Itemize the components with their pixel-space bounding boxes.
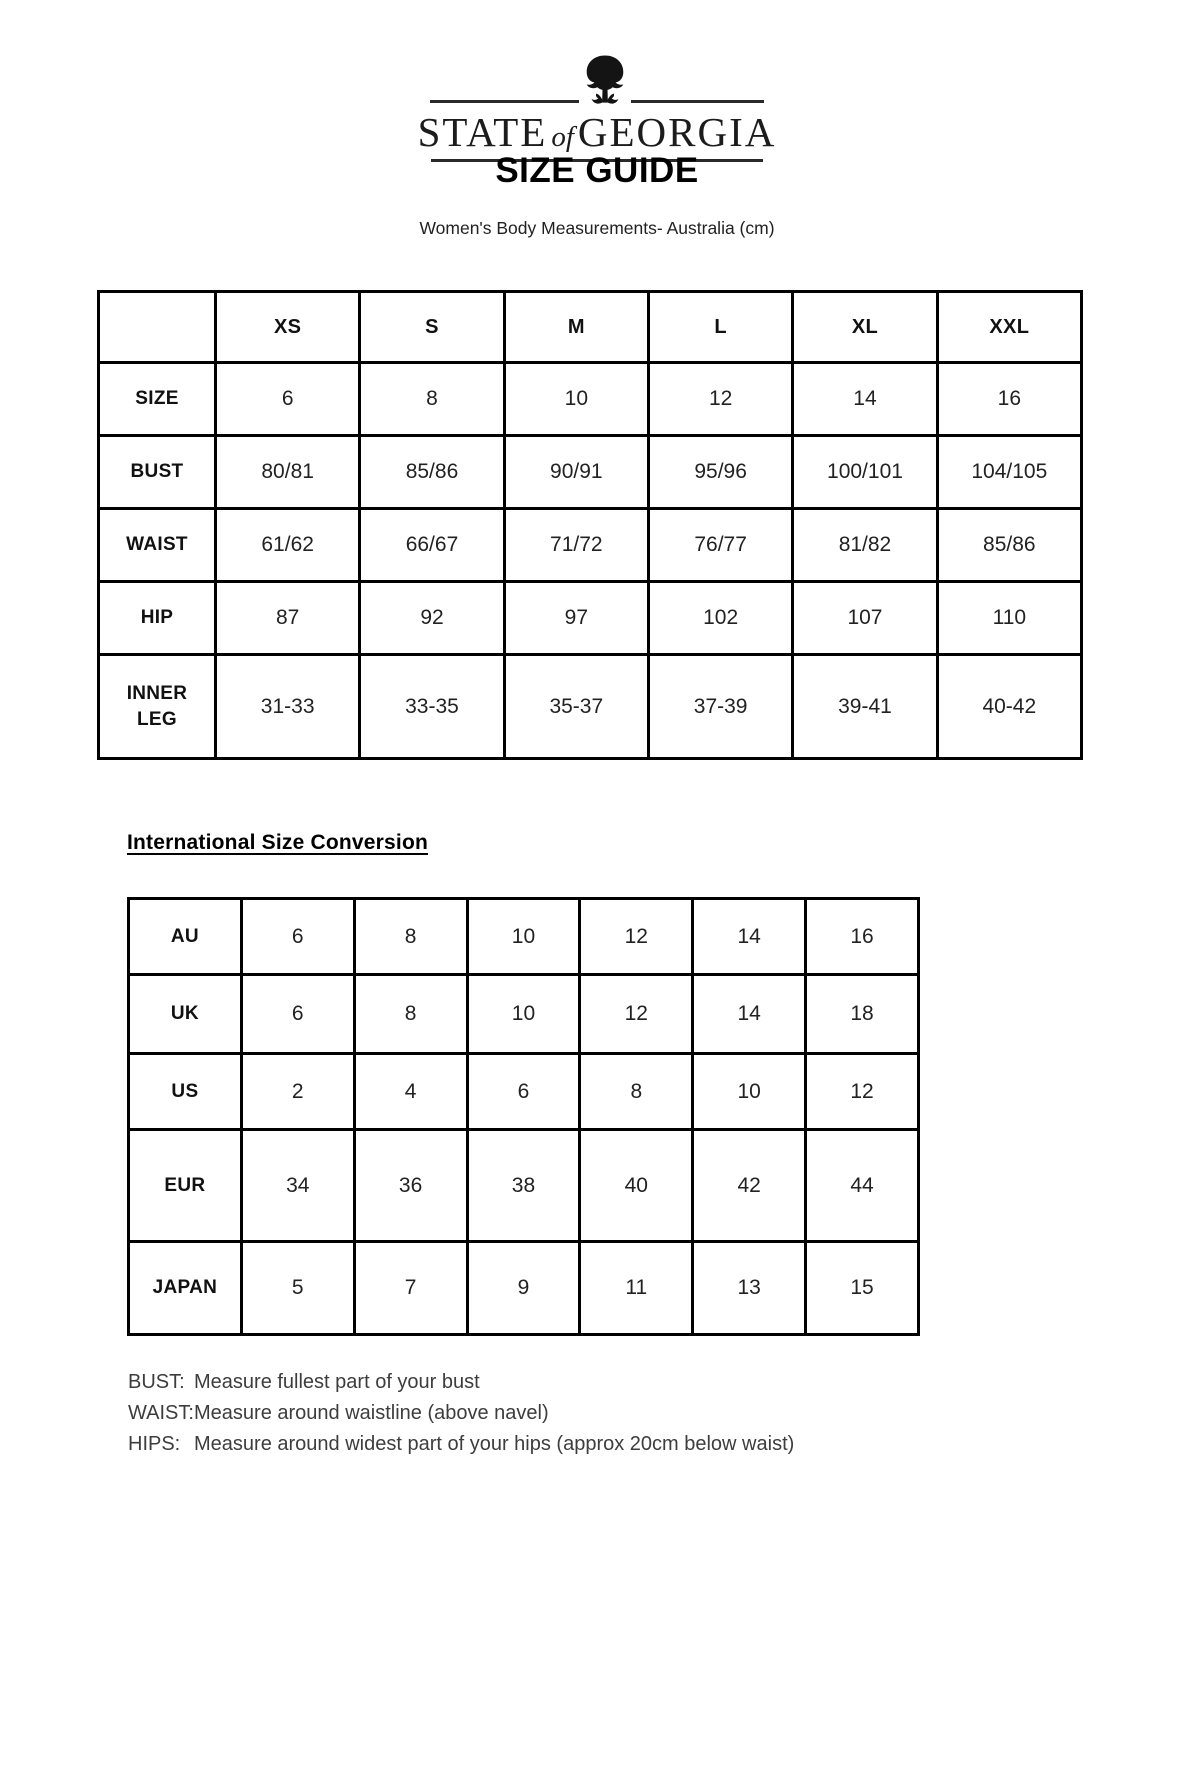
cell: 66/67 xyxy=(360,509,504,582)
cell: 12 xyxy=(580,975,693,1054)
cell: 90/91 xyxy=(504,436,648,509)
measurements-header-row xyxy=(99,292,1082,363)
col-header-xl: XL xyxy=(793,292,937,363)
cell: 31-33 xyxy=(216,655,360,759)
cell: 10 xyxy=(467,899,580,975)
conversion-table xyxy=(127,897,920,1336)
cell: 104/105 xyxy=(937,436,1081,509)
note-label: HIPS: xyxy=(128,1433,181,1455)
cell: 107 xyxy=(793,582,937,655)
note-text: Measure fullest part of your bust xyxy=(194,1371,480,1393)
cell: 8 xyxy=(580,1054,693,1130)
col-header-xs: XS xyxy=(216,292,360,363)
note-text: Measure around waistline (above navel) xyxy=(194,1402,549,1424)
logo-rule-row xyxy=(430,53,764,110)
cell: 7 xyxy=(354,1242,467,1335)
page-subtitle: Women's Body Measurements- Australia (cm) xyxy=(419,218,775,238)
note-bust xyxy=(128,1367,794,1398)
col-header-m: M xyxy=(504,292,648,363)
logo-rule-right xyxy=(631,100,764,103)
cell: 92 xyxy=(360,582,504,655)
cell: 4 xyxy=(354,1054,467,1130)
row-hip xyxy=(99,582,1082,655)
cell: 8 xyxy=(354,899,467,975)
cell: 76/77 xyxy=(648,509,792,582)
cell: 12 xyxy=(806,1054,919,1130)
col-header-l: L xyxy=(648,292,792,363)
cell: 10 xyxy=(693,1054,806,1130)
row-label: HIP xyxy=(99,582,216,655)
cell: 12 xyxy=(648,363,792,436)
cell: 44 xyxy=(806,1130,919,1242)
logo-rule-left xyxy=(430,100,579,103)
row-label: UK xyxy=(129,975,242,1054)
corner-cell xyxy=(99,292,216,363)
row-label: US xyxy=(129,1054,242,1130)
cell: 37-39 xyxy=(648,655,792,759)
note-label: BUST: xyxy=(128,1371,185,1393)
cell: 85/86 xyxy=(937,509,1081,582)
row-label: WAIST xyxy=(99,509,216,582)
col-header-xxl: XXL xyxy=(937,292,1081,363)
brand-word-georgia: GEORGIA xyxy=(577,109,777,155)
cell: 5 xyxy=(241,1242,354,1335)
row-label: EUR xyxy=(129,1130,242,1242)
cell: 85/86 xyxy=(360,436,504,509)
cell: 61/62 xyxy=(216,509,360,582)
cell: 80/81 xyxy=(216,436,360,509)
row-label: INNER LEG xyxy=(99,655,216,759)
cell: 110 xyxy=(937,582,1081,655)
cell: 100/101 xyxy=(793,436,937,509)
note-text: Measure around widest part of your hips (approx 20cm below waist) xyxy=(194,1433,795,1455)
row-label: SIZE xyxy=(99,363,216,436)
cell: 16 xyxy=(937,363,1081,436)
row-au xyxy=(129,899,919,975)
cell: 40 xyxy=(580,1130,693,1242)
cell: 16 xyxy=(806,899,919,975)
cell: 14 xyxy=(793,363,937,436)
cell: 42 xyxy=(693,1130,806,1242)
row-waist xyxy=(99,509,1082,582)
measurements-table xyxy=(97,290,1083,760)
row-japan xyxy=(129,1242,919,1335)
cell: 2 xyxy=(241,1054,354,1130)
note-waist xyxy=(128,1398,794,1429)
row-label: JAPAN xyxy=(129,1242,242,1335)
cell: 8 xyxy=(360,363,504,436)
cell: 97 xyxy=(504,582,648,655)
row-us xyxy=(129,1054,919,1130)
cell: 8 xyxy=(354,975,467,1054)
row-size xyxy=(99,363,1082,436)
measurement-notes xyxy=(128,1367,794,1460)
cell: 6 xyxy=(216,363,360,436)
cell: 14 xyxy=(693,975,806,1054)
cell: 12 xyxy=(580,899,693,975)
cell: 36 xyxy=(354,1130,467,1242)
cell: 87 xyxy=(216,582,360,655)
cell: 95/96 xyxy=(648,436,792,509)
cell: 6 xyxy=(467,1054,580,1130)
row-eur xyxy=(129,1130,919,1242)
brand-word-of: of xyxy=(551,121,574,153)
cell: 38 xyxy=(467,1130,580,1242)
cell: 6 xyxy=(241,975,354,1054)
cell: 11 xyxy=(580,1242,693,1335)
page-title: SIZE GUIDE xyxy=(495,151,699,190)
row-label: BUST xyxy=(99,436,216,509)
cell: 15 xyxy=(806,1242,919,1335)
row-label: AU xyxy=(129,899,242,975)
cell: 81/82 xyxy=(793,509,937,582)
cell: 40-42 xyxy=(937,655,1081,759)
cell: 10 xyxy=(467,975,580,1054)
cell: 35-37 xyxy=(504,655,648,759)
row-inner-leg xyxy=(99,655,1082,759)
cell: 10 xyxy=(504,363,648,436)
brand-logo xyxy=(0,53,1194,162)
conversion-heading: International Size Conversion xyxy=(127,831,429,854)
note-hips xyxy=(128,1429,794,1460)
row-bust xyxy=(99,436,1082,509)
cell: 102 xyxy=(648,582,792,655)
cell: 6 xyxy=(241,899,354,975)
cell: 14 xyxy=(693,899,806,975)
cell: 71/72 xyxy=(504,509,648,582)
cell: 13 xyxy=(693,1242,806,1335)
cell: 34 xyxy=(241,1130,354,1242)
cell: 9 xyxy=(467,1242,580,1335)
brand-name xyxy=(418,110,777,155)
note-label: WAIST: xyxy=(128,1402,194,1424)
cell: 39-41 xyxy=(793,655,937,759)
cell: 33-35 xyxy=(360,655,504,759)
tree-icon xyxy=(579,53,631,110)
cell: 18 xyxy=(806,975,919,1054)
brand-word-state: STATE xyxy=(417,109,548,155)
row-uk xyxy=(129,975,919,1054)
col-header-s: S xyxy=(360,292,504,363)
